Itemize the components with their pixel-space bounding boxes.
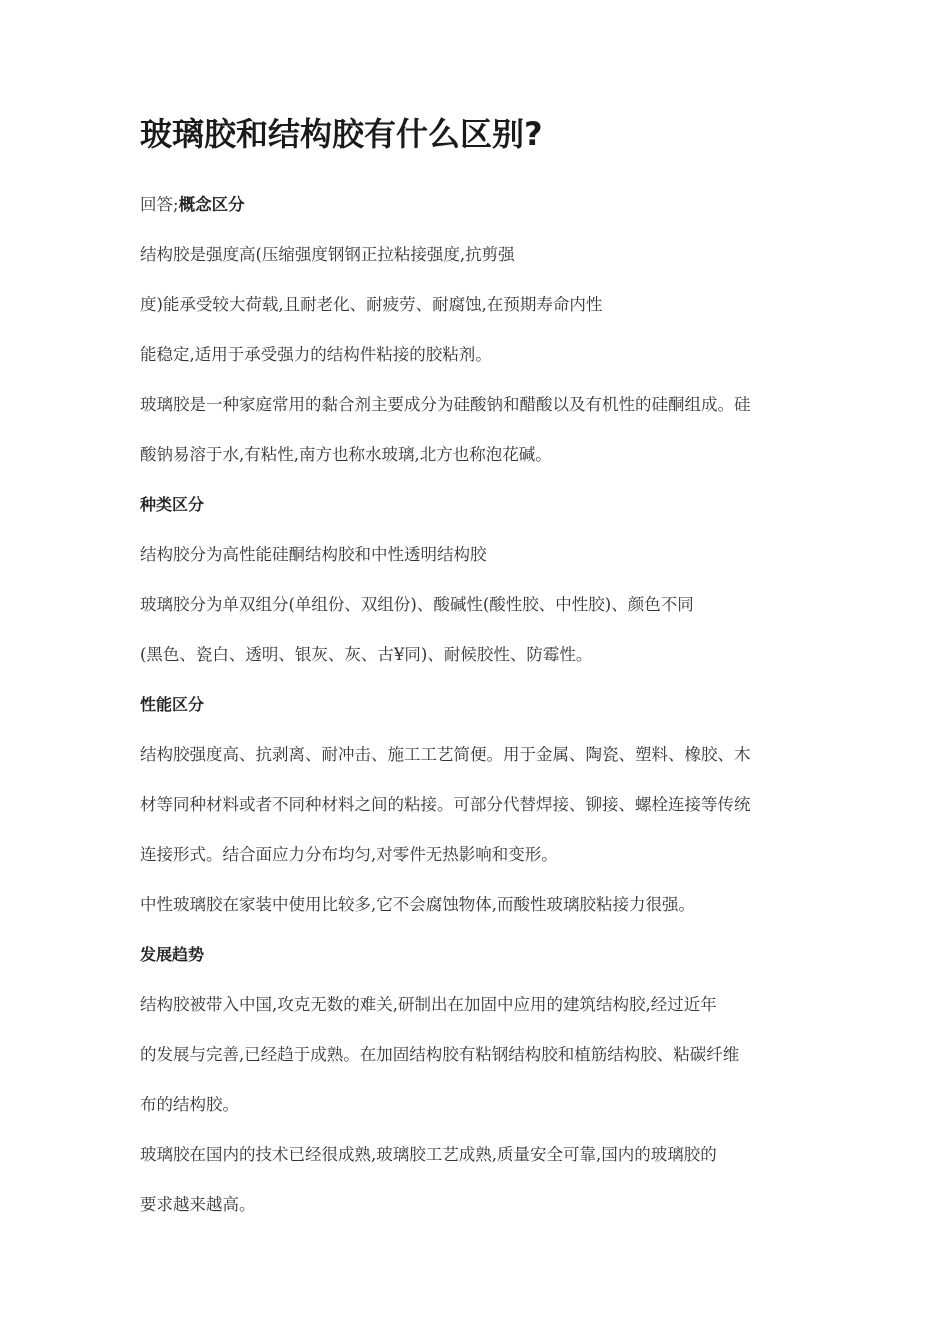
paragraph-line: 连接形式。结合面应力分布均匀,对零件无热影响和变形。 [140, 845, 558, 864]
paragraph-line: 中性玻璃胶在家装中使用比较多,它不会腐蚀物体,而酸性玻璃胶粘接力很强。 [140, 895, 695, 914]
paragraph-line: 结构胶分为高性能硅酮结构胶和中性透明结构胶 [140, 545, 487, 564]
paragraph-line: 玻璃胶分为单双组分(单组份、双组份)、酸碱性(酸性胶、中性胶)、颜色不同 [140, 595, 694, 614]
paragraph-line: 要求越来越高。 [140, 1195, 256, 1214]
paragraph-line: 玻璃胶是一种家庭常用的黏合剂主要成分为硅酸钠和醋酸以及有机性的硅酮组成。硅 [140, 395, 751, 414]
paragraph-line: 结构胶强度高、抗剥离、耐冲击、施工工艺简便。用于金属、陶瓷、塑料、橡胶、木 [140, 745, 751, 764]
section-heading-development: 发展趋势 [140, 945, 205, 964]
paragraph-line: 材等同种材料或者不同种材料之间的粘接。可部分代替焊接、铆接、螺栓连接等传统 [140, 795, 751, 814]
paragraph-line: 玻璃胶在国内的技术已经很成熟,玻璃胶工艺成熟,质量安全可靠,国内的玻璃胶的 [140, 1145, 717, 1164]
answer-heading [140, 193, 820, 217]
paragraph-line: 布的结构胶。 [140, 1095, 239, 1114]
section-heading-types: 种类区分 [140, 495, 205, 514]
paragraph-line: 度)能承受较大荷载,且耐老化、耐疲劳、耐腐蚀,在预期寿命内性 [140, 295, 603, 314]
answer-prefix: 回答; [140, 195, 179, 214]
paragraph-line: 能稳定,适用于承受强力的结构件粘接的胶粘剂。 [140, 345, 492, 364]
paragraph-line: 结构胶被带入中国,攻克无数的难关,研制出在加固中应用的建筑结构胶,经过近年 [140, 995, 717, 1014]
document-title: 玻璃胶和结构胶有什么区别? [140, 115, 543, 153]
paragraph-line: (黑色、瓷白、透明、银灰、灰、古¥同)、耐候胶性、防霉性。 [140, 645, 593, 664]
paragraph-line: 结构胶是强度高(压缩强度钢钢正拉粘接强度,抗剪强 [140, 245, 515, 264]
paragraph-line: 酸钠易溶于水,有粘性,南方也称水玻璃,北方也称泡花碱。 [140, 445, 552, 464]
paragraph-line: 的发展与完善,已经趋于成熟。在加固结构胶有粘钢结构胶和植筋结构胶、粘碳纤维 [140, 1045, 740, 1064]
section-heading-concept: 概念区分 [178, 195, 245, 214]
section-heading-performance: 性能区分 [140, 695, 205, 714]
